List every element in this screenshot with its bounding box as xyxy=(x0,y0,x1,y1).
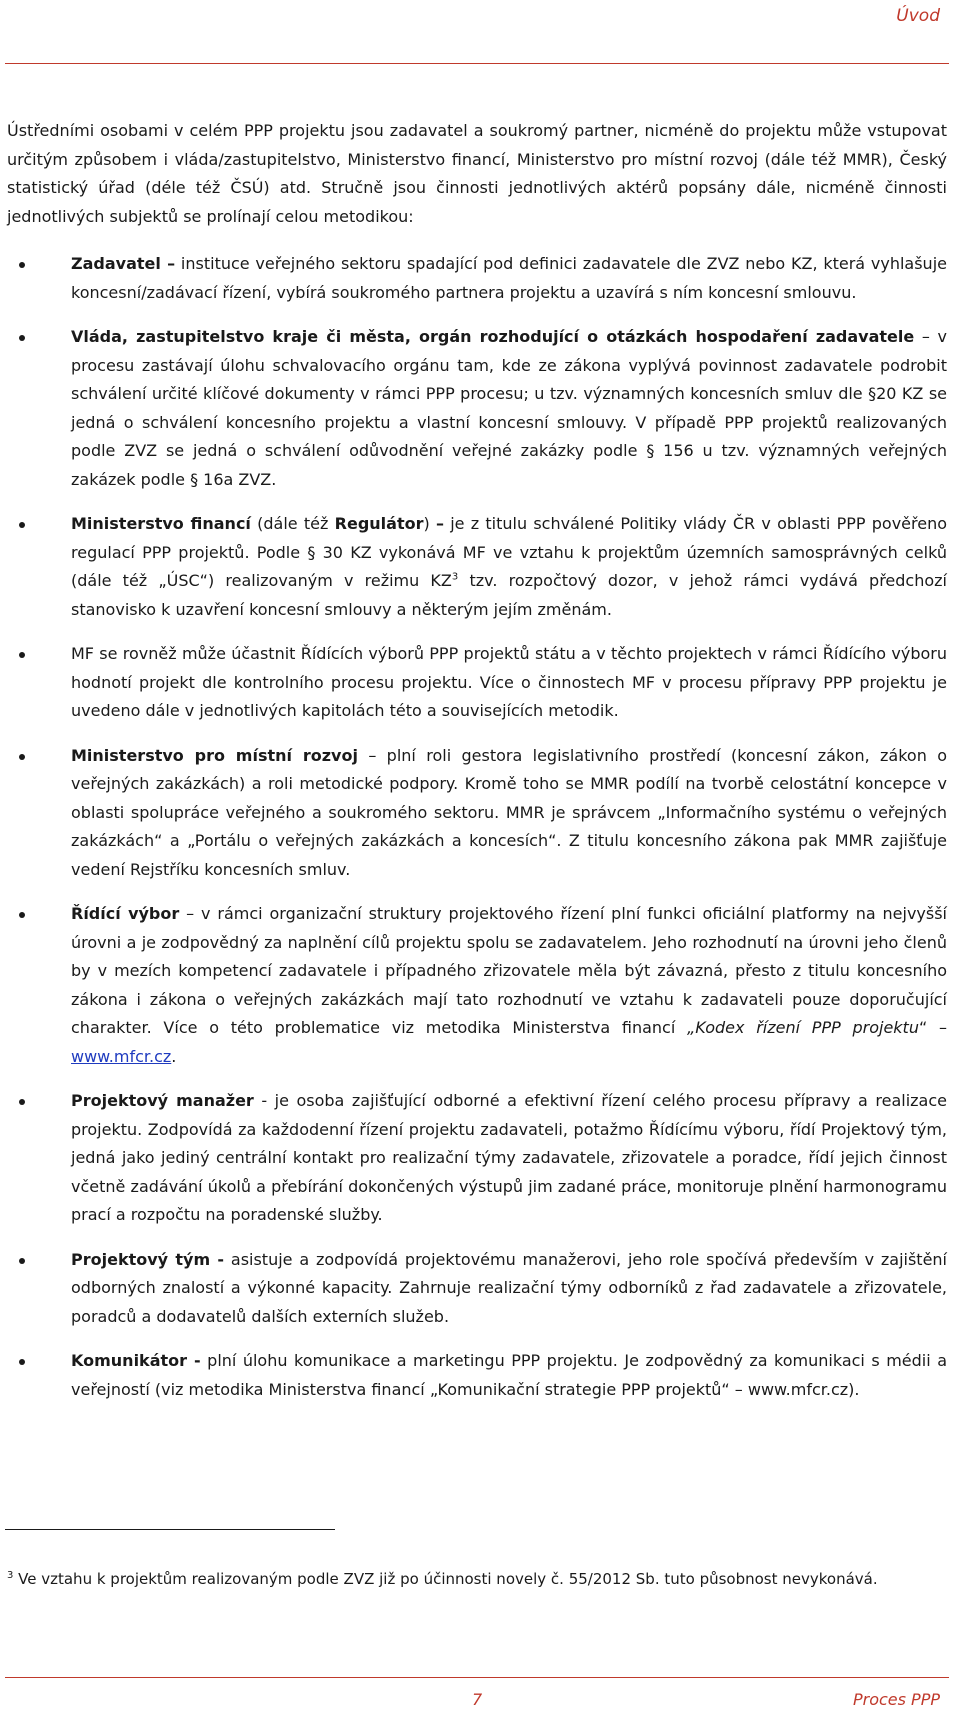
intro-paragraph xyxy=(7,117,947,231)
list-item-zadavatel xyxy=(7,250,947,307)
mfcr-link[interactable]: www.mfcr.cz xyxy=(71,1046,172,1066)
desc-mf-1: (dále též xyxy=(250,514,335,533)
intro-text-part2: Stručně jsou činnosti jednotlivých aktérů popsány dále, nicméně činnosti jednotlivých subjektů se prolínají celou metodikou: xyxy=(7,178,947,226)
footnote-ref[interactable]: 3 xyxy=(451,571,459,583)
footnote xyxy=(7,1564,947,1595)
desc-mf2: MF se rovněž může účastnit Řídících výborů PPP projektů státu a v těchto projektech v rámci Řídícího výboru hodnotí projekt dle kontrolního procesu projektu. Více o činnostech MF v procesu přípravy PPP projektu je uvedeno dále v jednotlivých kapitolách této a souvisejících metodik. xyxy=(71,644,947,720)
page-body xyxy=(7,117,947,1420)
bullet-icon xyxy=(19,912,25,918)
header-title: Úvod xyxy=(896,6,940,26)
desc-pt: asistuje a zodpovídá projektovému manažerovi, jeho role spočívá především v zajištění odborných znalostí a výkonné kapacity. Zahrnuje realizační týmy odborníků z řad zadavatele a zřizovatele, poradců a dodavatelů dalších externích služeb. xyxy=(71,1249,947,1326)
list-item-vlada xyxy=(7,323,947,494)
term-zadavatel: Zadavatel – xyxy=(71,254,176,273)
desc-rv: – v rámci organizační struktury projektového řízení plní funkci oficiální platformy na nejvyšší úrovni a je zodpovědný za naplnění cílů projektu spolu se zadavatelem. Jeho rozhodnutí na úrovni jeho členů by v mezích kompetencí zadavatele i případného zřizovatele měla být závazná, přesto z titulu koncesního zákona i zákona o veřejných zakázkách mají tato rozhodnutí ve vztahu k zadavateli pouze doporučující charakter. Více o této problematice viz metodika Ministerstva financí xyxy=(71,904,948,1037)
desc-mf-4: tzv. rozpočtový dozor, v jehož rámci vydává předchozí stanovisko k uzavření koncesní smlouvy a některým jejím změnám. xyxy=(71,571,947,619)
term-mf: Ministerstvo financí xyxy=(71,514,251,533)
header-divider xyxy=(5,63,949,64)
list-item-projektovy-tym xyxy=(7,1246,947,1332)
term-regulator: Regulátor xyxy=(334,514,424,533)
term-vlada: Vláda, zastupitelstvo kraje či města, orgán rozhodující o otázkách hospodaření zadavatele xyxy=(71,327,915,346)
bullet-icon xyxy=(19,1099,25,1105)
list-item-ministerstvo-financi xyxy=(7,510,947,624)
list-item-komunikator xyxy=(7,1347,947,1404)
bullet-icon xyxy=(19,754,25,760)
footer-divider xyxy=(5,1677,949,1678)
page-number: 7 xyxy=(472,1690,483,1709)
desc-kom: plní úlohu komunikace a marketingu PPP projektu. Je zodpovědný za komunikaci s médii a veřejností (viz metodika Ministerstva financí „Komunikační strategie PPP projektů“ – www.mfcr.cz). xyxy=(71,1351,947,1399)
term-kom: Komunikátor - xyxy=(71,1351,201,1370)
desc-vlada: – v procesu zastávají úlohu schvalovacího orgánu tam, kde ze zákona vyplývá povinnost zadavatele podrobit schválení určité klíčové dokumenty v rámci PPP procesu; u tzv. významných koncesních smluv dle §20 KZ se jedná o schválení koncesního projektu a vlastní koncesní smlouvy. V případě PPP projektů realizovaných podle ZVZ se jedná o schválení odůvodnění veřejné zakázky podle § 156 u tzv. významných veřejných zakázek podle § 16a ZVZ. xyxy=(71,327,948,489)
desc-rv-2: “ – xyxy=(918,1018,948,1037)
actor-list xyxy=(7,250,947,1404)
bullet-icon xyxy=(19,262,25,268)
dash-mf: – xyxy=(435,514,444,533)
list-item-ridici-vybor xyxy=(7,900,947,1071)
bullet-icon xyxy=(19,1258,25,1264)
footnote-divider xyxy=(5,1529,335,1530)
bullet-icon xyxy=(19,652,25,658)
footnote-text: Ve vztahu k projektům realizovaným podle ZVZ již po účinnosti novely č. 55/2012 Sb. tuto působnost nevykonává. xyxy=(13,1570,878,1588)
term-pt: Projektový tým - xyxy=(71,1249,225,1269)
desc-pm: - je osoba zajišťující odborné a efektivní řízení celého procesu přípravy a realizace projektu. Zodpovídá za každodenní řízení projektu zadavateli, potažmo Řídícímu výboru, řídí Projektový tým, jedná jako jediný centrální kontakt pro realizační týmy zadavatele, zřizovatele a poradce, řídí jejich činnost včetně zadávání úkolů a přebírání dokončených výstupů jim zadané práce, monitoruje plnění harmonogramu prací a rozpočtu na poradenské služby. xyxy=(71,1091,947,1224)
desc-rv-3: . xyxy=(171,1046,177,1066)
list-item-projektovy-manazer xyxy=(7,1087,947,1230)
footnote-number: 3 xyxy=(7,1570,14,1581)
kodex-title: „Kodex řízení PPP projektu xyxy=(687,1018,919,1037)
bullet-icon xyxy=(19,1359,25,1365)
intro-text-part1: Ústředními osobami v celém PPP projektu jsou zadavatel a soukromý partner, nicméně do projektu může vstupovat určitým způsobem i vláda/zastupitelstvo, Ministerstvo financí, Ministerstvo pro místní rozvoj (dále též MMR), Český statistický úřad (déle též ČSÚ) atd. xyxy=(7,121,947,197)
term-ridici-vybor: Řídící výbor xyxy=(71,904,180,923)
list-item-mf-rizeni xyxy=(7,640,947,726)
term-pm: Projektový manažer xyxy=(71,1091,254,1110)
footer-title: Proces PPP xyxy=(852,1690,940,1709)
desc-mf-2: ) xyxy=(423,514,436,533)
bullet-icon xyxy=(19,522,25,528)
term-mmr: Ministerstvo pro místní rozvoj xyxy=(71,745,358,765)
list-item-mmr xyxy=(7,742,947,885)
bullet-icon xyxy=(19,335,25,341)
desc-mf-3: je z titulu schválené Politiky vlády ČR v oblasti PPP pověřeno regulací PPP projektů. Podle § 30 KZ vykonává MF ve vztahu k projektům územních samosprávných celků (dále též „ÚSC“) realizovaným v režimu KZ xyxy=(71,514,948,590)
desc-mmr: – plní roli gestora legislativního prostředí (koncesní zákon, zákon o veřejných zakázkách) a roli metodické podpory. Kromě toho se MMR podílí na tvorbě celostátní koncepce v oblasti spolupráce veřejného a soukromého sektoru. MMR je správcem „Informačního systému o veřejných zakázkách“ a „Portálu o veřejných zakázkách a koncesích“. Z titulu koncesního zákona pak MMR zajišťuje vedení Rejstříku koncesních smluv. xyxy=(71,745,948,879)
desc-zadavatel: instituce veřejného sektoru spadající pod definici zadavatele dle ZVZ nebo KZ, která vyhlašuje koncesní/zadávací řízení, vybírá soukromého partnera projektu a uzavírá s ním koncesní smlouvu. xyxy=(71,254,947,302)
